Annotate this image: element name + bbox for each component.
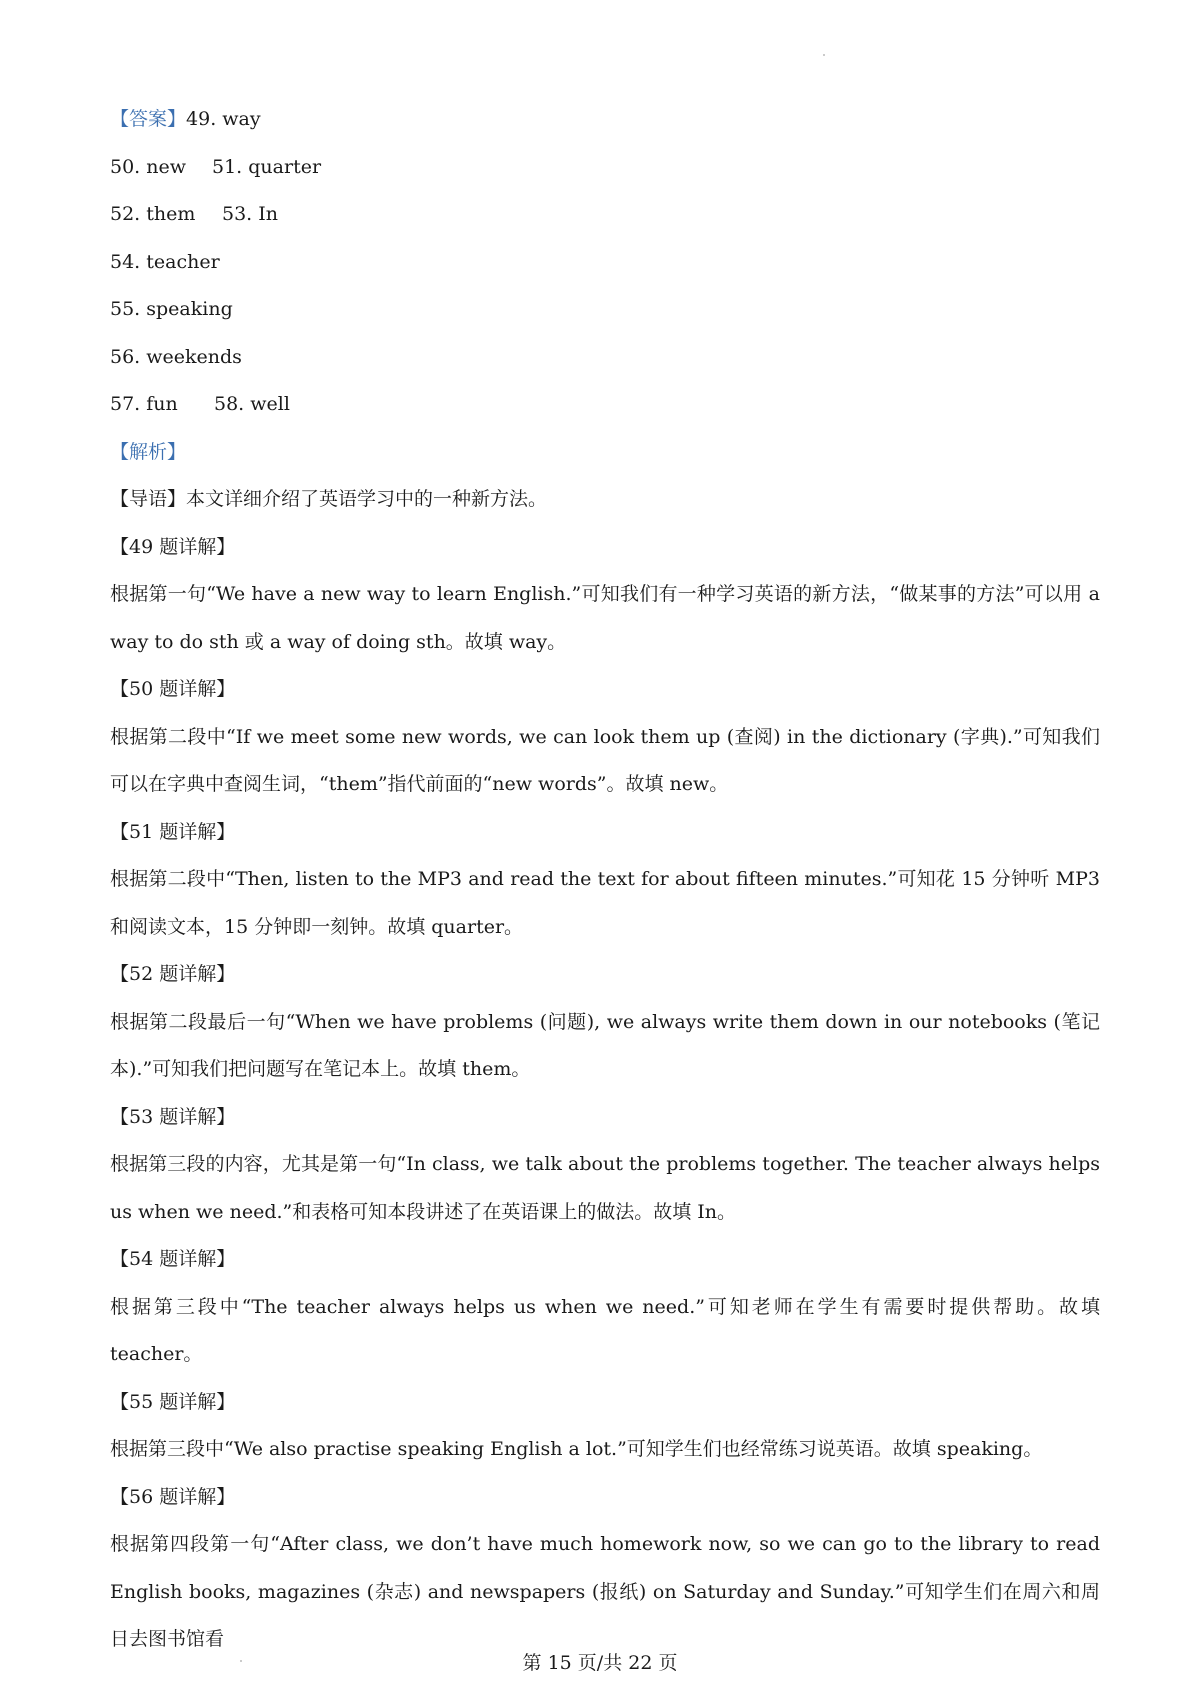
answer-line-6 [110, 334, 1100, 382]
document-page [110, 96, 1100, 1664]
answer-block [110, 96, 1100, 476]
answer-54: 54. teacher [110, 250, 220, 273]
answer-58: 58. well [214, 393, 290, 415]
section-heading: 【50 题详解】 [110, 678, 236, 700]
answer-line-3 [110, 191, 1100, 239]
answer-51: 51. quarter [212, 155, 322, 178]
section-50 [110, 666, 1100, 809]
section-heading: 【52 题详解】 [110, 963, 236, 985]
answer-55: 55. speaking [110, 298, 233, 320]
section-54 [110, 1236, 1100, 1379]
section-53 [110, 1094, 1100, 1237]
answer-49: 49. way [186, 108, 261, 130]
answer-line-7 [110, 381, 1100, 429]
section-heading: 【53 题详解】 [110, 1105, 236, 1128]
section-text: 根据第三段的内容，尤其是第一句“In class, we talk about the problems together. The teacher always helps us when we need.”和表格可知本段讲述了在英语课上的做法。故填 In。 [110, 1153, 1100, 1223]
answer-line-4 [110, 239, 1100, 287]
answer-56: 56. weekends [110, 345, 242, 368]
answer-53: 53. In [222, 203, 278, 225]
section-text: 根据第二段最后一句“When we have problems (问题), we always write them down in our notebooks (笔记本).”可知我们把问题写在笔记本上。故填 them。 [110, 1010, 1100, 1080]
section-text: 根据第二段中“If we meet some new words, we can look them up (查阅) in the dictionary (字典).”可知我们可以在字典中查阅生词，“them”指代前面的“new words”。故填 new。 [110, 725, 1100, 795]
section-heading: 【51 题详解】 [110, 820, 236, 843]
section-52 [110, 951, 1100, 1094]
section-text: 根据第四段第一句“After class, we don’t have much homework now, so we can go to the library to read English books, magazines (杂志) and newspapers (报纸) on Saturday and Sunday.”可知学生们在周六和周日去图书馆看 [110, 1533, 1100, 1650]
answer-50: 50. new [110, 155, 186, 178]
answer-label: 【答案】 [110, 108, 187, 130]
section-heading: 【56 题详解】 [110, 1485, 236, 1508]
section-49 [110, 524, 1100, 667]
section-heading: 【55 题详解】 [110, 1390, 236, 1413]
answer-52: 52. them [110, 203, 196, 225]
section-55 [110, 1379, 1100, 1474]
section-51 [110, 809, 1100, 952]
answer-line-2 [110, 144, 1100, 192]
section-heading: 【49 题详解】 [110, 535, 236, 558]
section-heading: 【54 题详解】 [110, 1248, 236, 1270]
section-text: 根据第三段中“We also practise speaking English a lot.”可知学生们也经常练习说英语。故填 speaking。 [110, 1438, 1043, 1460]
analysis-label: 【解析】 [110, 440, 187, 463]
section-text: 根据第一句“We have a new way to learn English.”可知我们有一种学习英语的新方法，“做某事的方法”可以用 a way to do sth 或 a way of doing sth。故填 way。 [110, 583, 1100, 653]
intro-text: 【导语】本文详细介绍了英语学习中的一种新方法。 [110, 488, 548, 510]
answer-line-1 [110, 96, 1100, 144]
page-number-footer: 第 15 页/共 22 页 [522, 1652, 678, 1674]
answer-57: 57. fun [110, 393, 178, 415]
answer-line-5 [110, 286, 1100, 334]
section-56 [110, 1474, 1100, 1664]
scan-speck-top [823, 54, 825, 56]
section-text: 根据第三段中“The teacher always helps us when we need.”可知老师在学生有需要时提供帮助。故填 teacher。 [110, 1295, 1100, 1365]
section-text: 根据第二段中“Then, listen to the MP3 and read the text for about fifteen minutes.”可知花 15 分钟听 MP3 和阅读文本，15 分钟即一刻钟。故填 quarter。 [110, 868, 1100, 938]
